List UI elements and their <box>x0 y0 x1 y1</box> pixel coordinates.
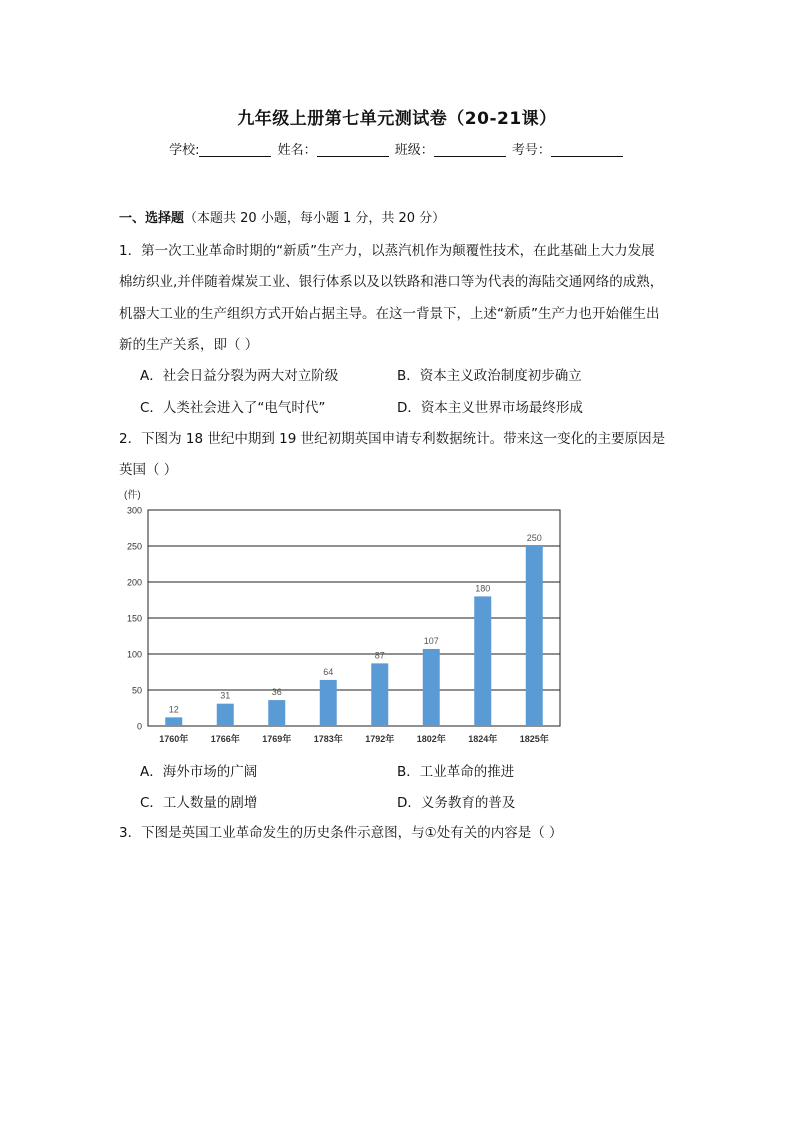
student-info-line <box>0 139 794 158</box>
bar <box>320 680 337 726</box>
q3-line-1: 3．下图是英国工业革命发生的历史条件示意图，与①处有关的内容是（ ） <box>119 825 563 841</box>
bar <box>165 717 182 726</box>
bar <box>474 596 491 726</box>
y-axis-unit: (件) <box>124 490 141 501</box>
bar-value-label: 64 <box>323 666 334 677</box>
patent-bar-chart <box>112 484 572 750</box>
section-heading <box>119 207 445 226</box>
bar <box>217 704 234 726</box>
q2-line-2: 英国（ ） <box>119 462 178 478</box>
q1-option-c[interactable]: C．人类社会进入了“电气时代” <box>140 400 326 416</box>
x-tick-label: 1802年 <box>416 734 446 744</box>
bar-value-label: 180 <box>475 583 491 594</box>
bar-value-label: 31 <box>220 690 231 701</box>
q1-option-a[interactable]: A．社会日益分裂为两大对立阶级 <box>140 368 339 384</box>
x-tick-label: 1783年 <box>313 734 343 744</box>
name-field[interactable] <box>317 143 389 157</box>
bar <box>371 663 388 726</box>
x-tick-label: 1792年 <box>365 734 395 744</box>
y-tick-label: 50 <box>131 685 142 696</box>
q1-option-b[interactable]: B．资本主义政治制度初步确立 <box>397 368 582 384</box>
x-tick-label: 1769年 <box>262 734 292 744</box>
class-label: 班级： <box>394 143 434 158</box>
q1-option-d[interactable]: D．资本主义世界市场最终形成 <box>397 400 583 416</box>
y-tick-label: 250 <box>126 541 142 552</box>
y-tick-label: 200 <box>126 577 142 588</box>
school-label: 学校: <box>169 143 200 158</box>
x-tick-label: 1825年 <box>519 734 549 744</box>
page-title: 九年级上册第七单元测试卷（20-21课） <box>237 109 557 129</box>
q2-option-b[interactable]: B．工业革命的推进 <box>397 764 515 780</box>
x-tick-label: 1760年 <box>159 734 189 744</box>
bar-value-label: 36 <box>271 687 282 698</box>
bar <box>423 649 440 726</box>
bar-value-label: 250 <box>526 533 542 543</box>
q2-option-a[interactable]: A．海外市场的广阔 <box>140 764 258 780</box>
x-tick-label: 1824年 <box>468 734 498 744</box>
q2-line-1: 2．下图为 18 世纪中期到 19 世纪初期英国申请专利数据统计。带来这一变化的主要原因是 <box>119 431 666 447</box>
exam-number-label: 考号： <box>511 143 551 158</box>
q1-line-3: 机器大工业的生产组织方式开始占据主导。在这一背景下，上述“新质”生产力也开始催生出 <box>119 306 660 322</box>
name-label: 姓名： <box>277 143 317 158</box>
y-tick-label: 100 <box>126 649 142 660</box>
q2-option-d[interactable]: D．义务教育的普及 <box>397 795 516 811</box>
bar-value-label: 87 <box>374 650 385 661</box>
q1-line-2: 棉纺织业,并伴随着煤炭工业、银行体系以及以铁路和港口等为代表的海陆交通网络的成熟， <box>119 274 664 290</box>
q2-option-c[interactable]: C．工人数量的剧增 <box>140 795 258 811</box>
bar-value-label: 107 <box>423 635 439 646</box>
section-note: （本题共 20 小题，每小题 1 分，共 20 分） <box>184 211 446 226</box>
y-tick-label: 0 <box>136 721 142 732</box>
bar <box>526 546 543 726</box>
q1-line-1: 1．第一次工业革命时期的“新质”生产力，以蒸汽机作为颠覆性技术，在此基础上大力发展 <box>119 243 655 259</box>
class-field[interactable] <box>434 143 506 157</box>
y-tick-label: 300 <box>126 505 142 516</box>
bar <box>268 700 285 726</box>
bar-value-label: 12 <box>168 704 179 715</box>
q1-line-4: 新的生产关系，即（ ） <box>119 337 259 353</box>
y-tick-label: 150 <box>126 613 142 624</box>
section-title: 一、选择题 <box>119 211 185 226</box>
exam-number-field[interactable] <box>551 143 623 157</box>
school-field[interactable] <box>199 143 271 157</box>
x-tick-label: 1766年 <box>210 734 240 744</box>
